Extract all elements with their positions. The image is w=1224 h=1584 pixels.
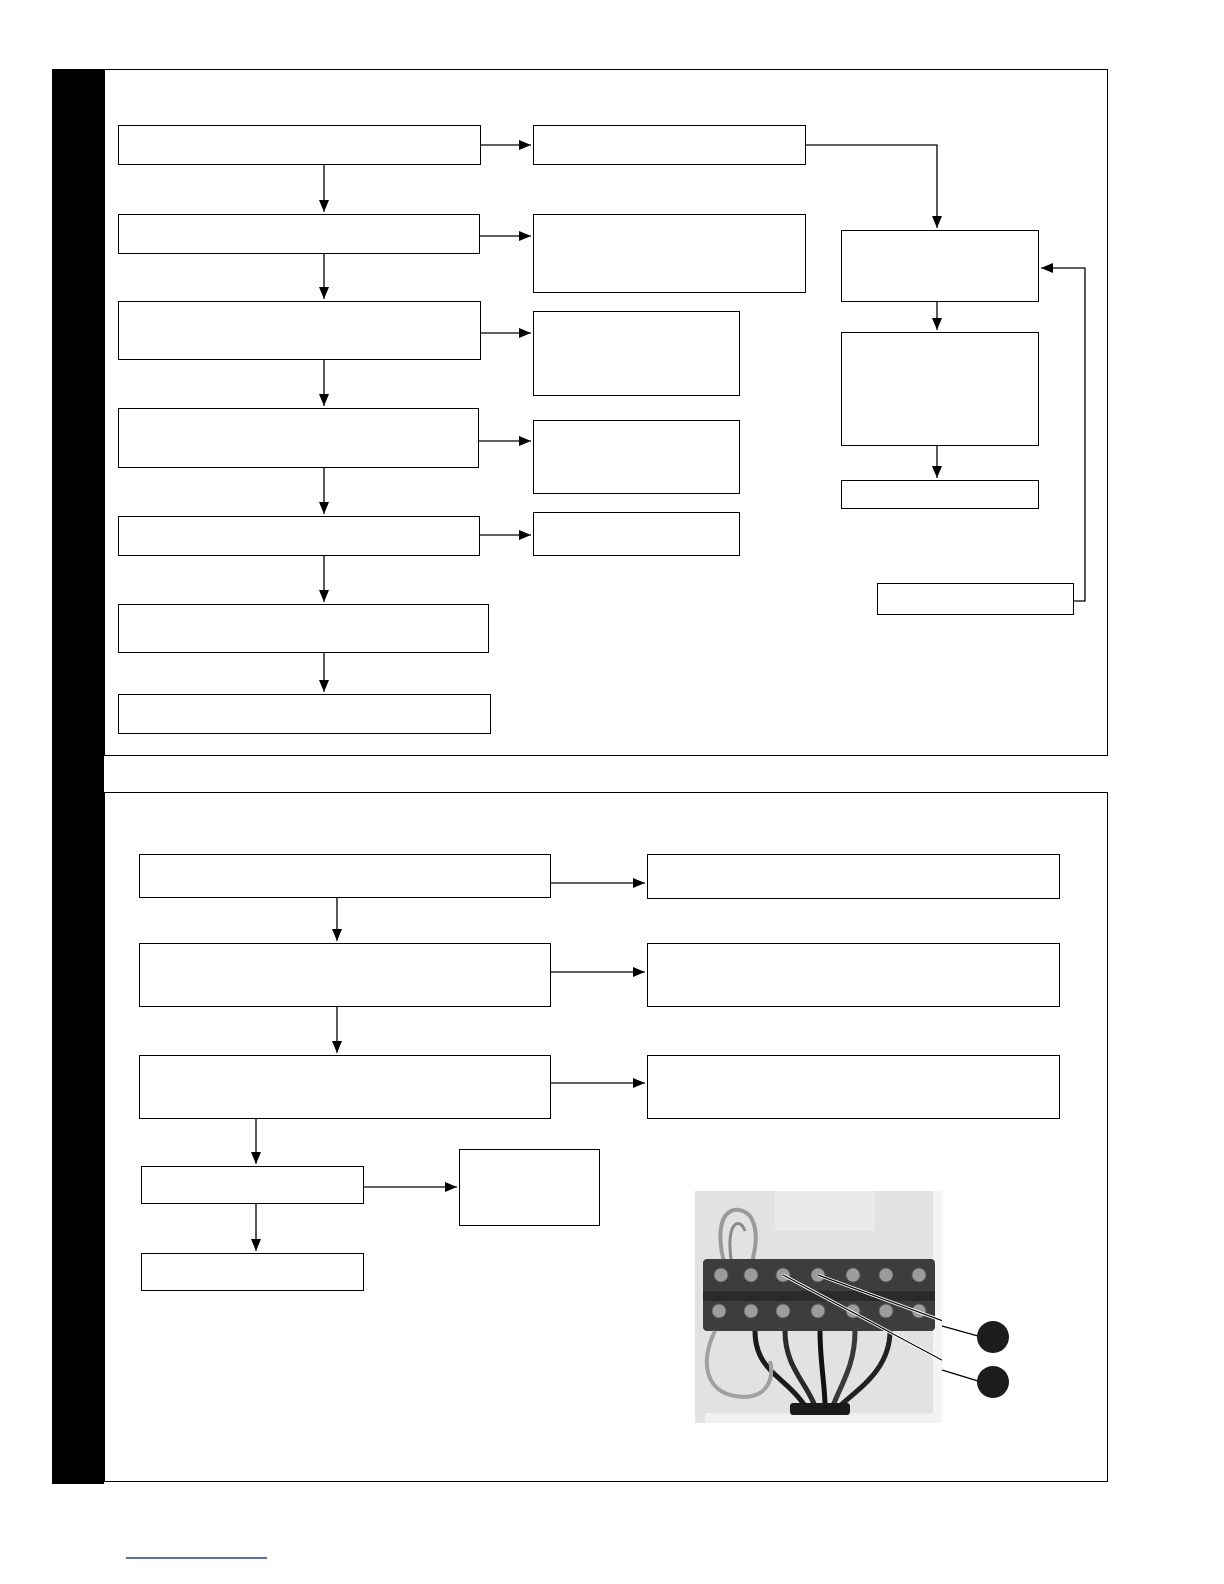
callout-marker-1 xyxy=(977,1321,1009,1353)
callout-marker-2 xyxy=(977,1366,1009,1398)
footer-link-underline[interactable] xyxy=(126,1557,267,1559)
